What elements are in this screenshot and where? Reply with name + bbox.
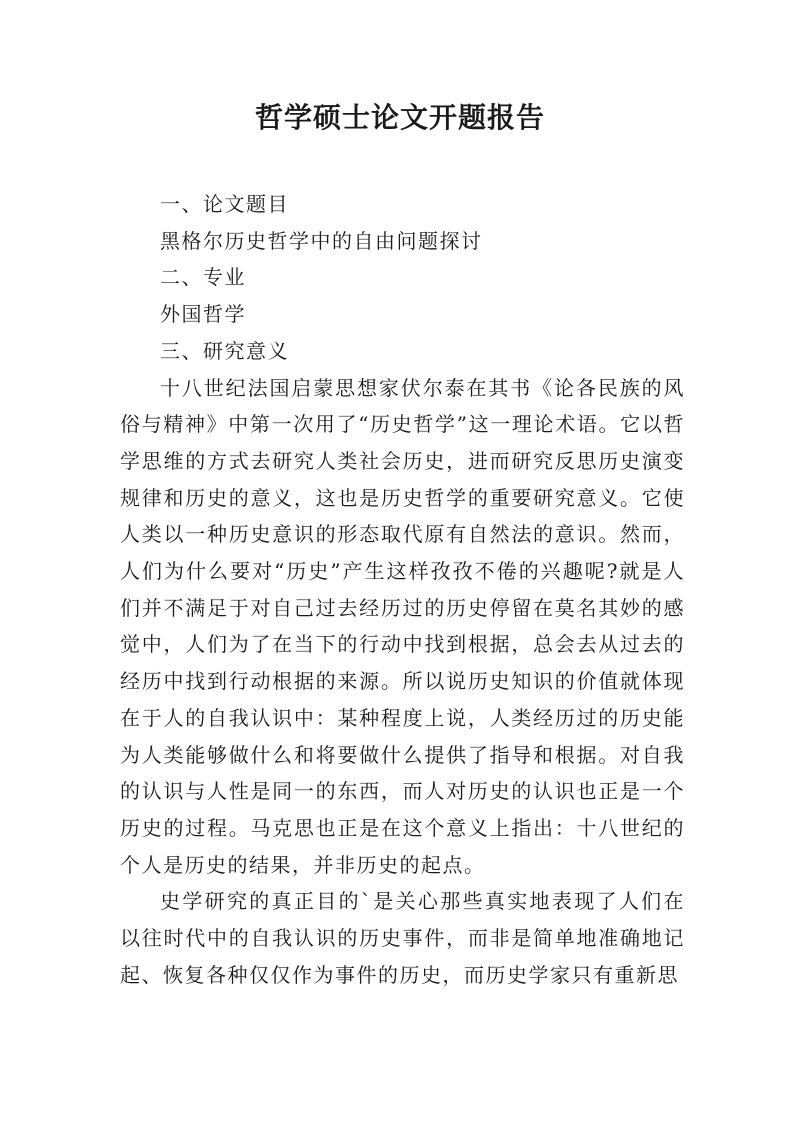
section-heading-major: 二、专业 [160, 265, 246, 290]
document-body [120, 186, 685, 993]
research-purpose-paragraph: 史学研究的真正目的`是关心那些真实地表现了人们在以往时代中的自我认识的历史事件，而非是简单地准确地记起、恢复各种仅仅作为事件的历史，而历史学家只有重新思 [120, 889, 685, 987]
document-title: 哲学硕士论文开题报告 [254, 101, 545, 134]
significance-paragraph: 十八世纪法国启蒙思想家伏尔泰在其书《论各民族的风俗与精神》中第一次用了“历史哲学”这一理论术语。它以哲学思维的方式去研究人类社会历史，进而研究反思历史演变规律和历史的意义，这也是历史哲学的重要研究意义。它使人类以一种历史意识的形态取代原有自然法的意识。然而，人们为什么要对“历史”产生这样孜孜不倦的兴趣呢?就是人们并不满足于对自己过去经历过的历史停留在莫名其妙的感觉中，人们为了在当下的行动中找到根据，总会去从过去的经历中找到行动根据的来源。所以说历史知识的价值就体现在于人的自我认识中：某种程度上说，人类经历过的历史能为人类能够做什么和将要做什么提供了指导和根据。对自我的认识与人性是同一的东西，而人对历史的认识也正是一个历史的过程。马克思也正是在这个意义上指出：十八世纪的个人是历史的结果，并非历史的起点。 [120, 375, 685, 877]
section-heading-topic: 一、论文题目 [160, 192, 289, 216]
section-heading-significance: 三、研究意义 [160, 338, 289, 363]
thesis-topic-text: 黑格尔历史哲学中的自由问题探讨 [160, 228, 483, 253]
major-text: 外国哲学 [160, 302, 246, 327]
